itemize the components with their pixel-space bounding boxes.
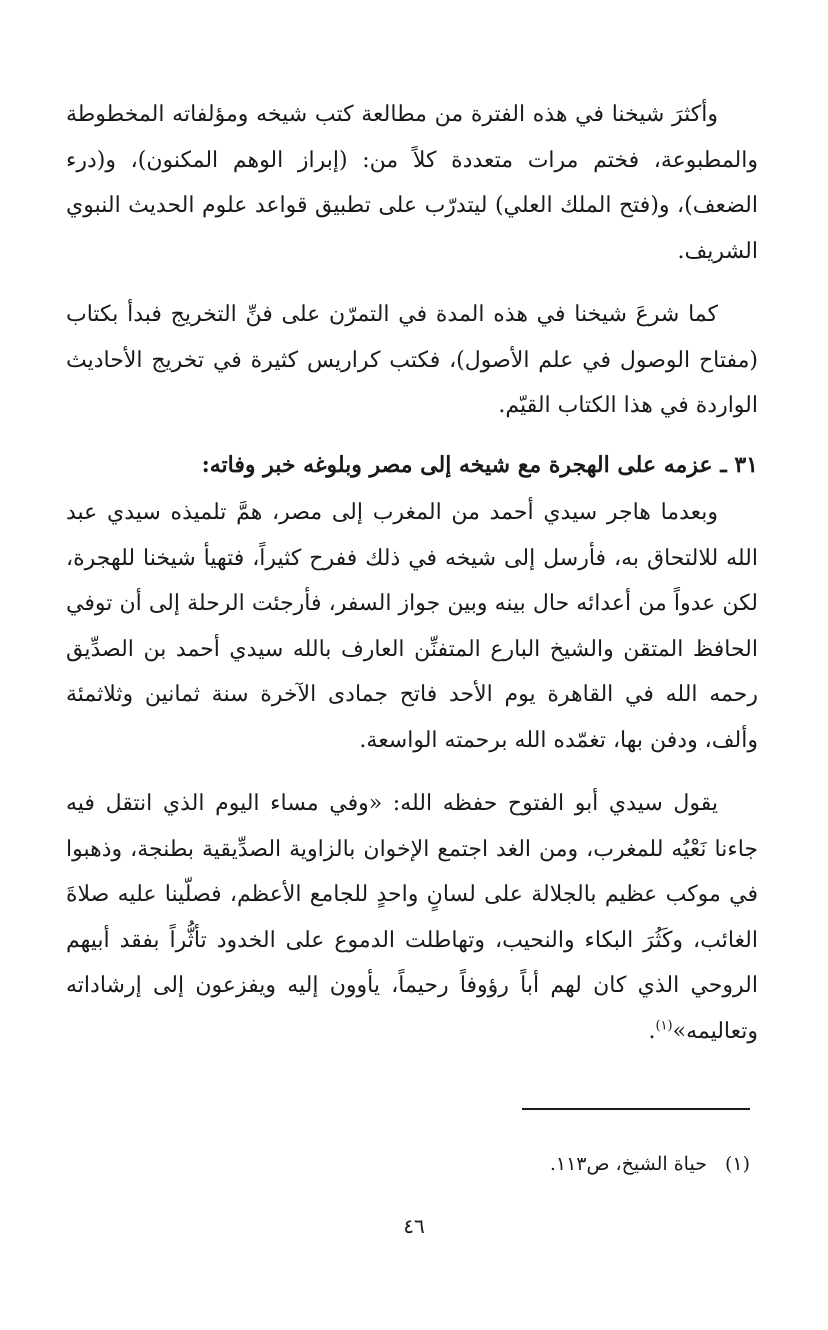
footnote-number: (١) — [724, 1153, 750, 1175]
page-number: ٤٦ — [403, 1214, 425, 1238]
paragraph-4-end: . — [648, 1018, 656, 1044]
paragraph-3: وبعدما هاجر سيدي أحمد من المغرب إلى مصر، همَّ تلميذه سيدي عبد الله للالتحاق به، فأرسل إلى شيخه في ذلك ففرح كثيراً، فتهيأ شيخنا للهجرة، لكن عدواً من أعدائه حال بينه وبين جواز السفر، فأرجئت الرحلة إلى أن توفي الحافظ المتقن والشيخ البارع المتفنِّن العارف بالله سيدي أحمد بن الصدِّيق رحمه الله في القاهرة يوم الأحد فاتح جمادى الآخرة سنة ثمانين وثلاثمئة وألف، ودفن بها، تغمّده الله برحمته الواسعة. — [66, 500, 758, 753]
page-body — [66, 92, 758, 1330]
paragraph-4 — [66, 781, 758, 1054]
paragraph-1: وأكثرَ شيخنا في هذه الفترة من مطالعة كتب شيخه ومؤلفاته المخطوطة والمطبوعة، فختم مرات متعددة كلاً من: (إبراز الوهم المكنون)، و(درء الضعف)، و(فتح الملك العلي) ليتدرّب على تطبيق قواعد علوم الحديث النبوي الشريف. — [66, 102, 758, 264]
paragraph-4-text: يقول سيدي أبو الفتوح حفظه الله: «وفي مساء اليوم الذي انتقل فيه جاءنا نَعْيُه للمغرب، ومن الغد اجتمع الإخوان بالزاوية الصدِّيقية بطنجة، وذهبوا في موكب عظيم بالجلالة على لسانٍ واحدٍ للجامع الأعظم، فصلّينا عليه صلاةَ الغائب، وكَثُرَ البكاء والنحيب، وتهاطلت الدموع على الخدود تأثُّراً بفقد أبيهم الروحي الذي كان لهم أباً رؤوفاً رحيماً، يأوون إليه ويفزعون إلى إرشاداته وتعاليمه» — [66, 791, 758, 1044]
footnote — [550, 1150, 750, 1178]
section-heading: ٣١ ـ عزمه على الهجرة مع شيخه إلى مصر وبلوغه خبر وفاته: — [201, 451, 758, 478]
footnote-text: حياة الشيخ، ص١١٣. — [549, 1153, 707, 1175]
paragraph-2: كما شرعَ شيخنا في هذه المدة في التمرّن على فنِّ التخريج فبدأ بكتاب (مفتاح الوصول في علم الأصول)، فكتب كراريس كثيرة في تخريج الأحاديث الواردة في هذا الكتاب القيّم. — [66, 302, 758, 418]
footnote-reference: (١) — [655, 1018, 673, 1034]
footnote-divider — [522, 1108, 750, 1110]
